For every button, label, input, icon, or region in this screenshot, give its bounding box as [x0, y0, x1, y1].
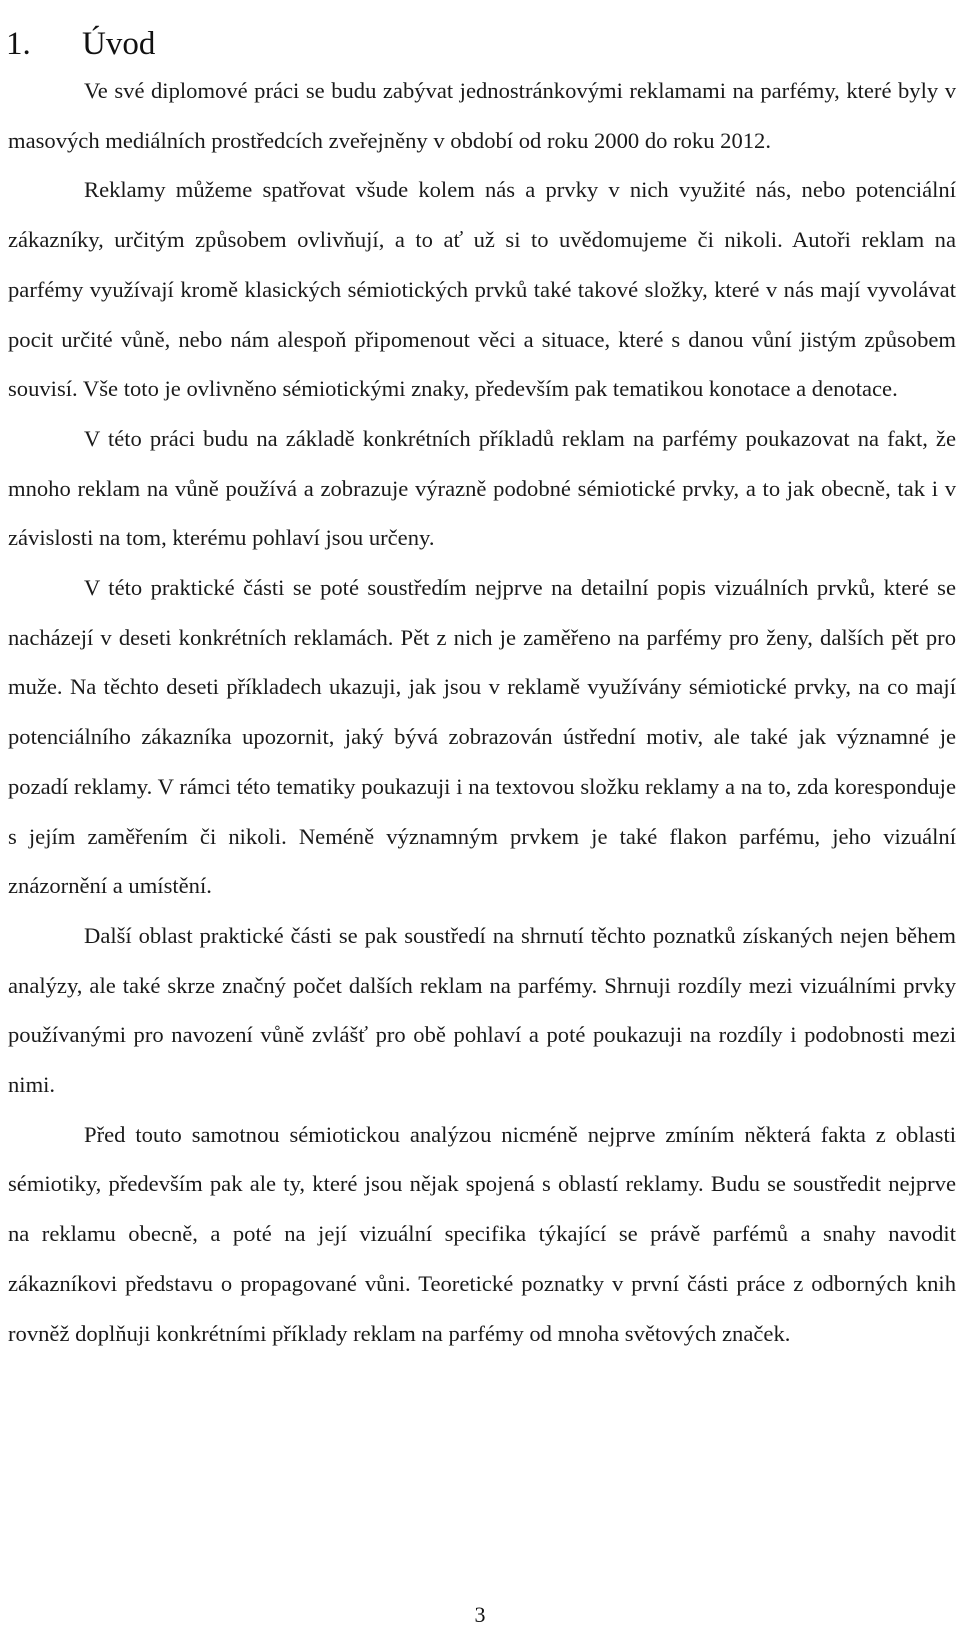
sentence: Před touto samotnou sémiotickou analýzou nicméně nejprve zmíním některá fakta z oblasti sémiotiky, především pak ale ty, které jsou nějak spojená s oblastí reklamy.: [8, 1121, 956, 1197]
chapter-heading: [6, 22, 155, 66]
sentence: Vše toto je ovlivněno sémiotickými znaky, především pak tematikou konotace a denotace.: [77, 376, 898, 402]
sentence: V této práci budu na základě konkrétních příkladů reklam na parfémy poukazovat na fakt, že mnoho reklam na vůně používá a zobrazuje výrazně podobné sémiotické prvky, a to jak obecně, tak i v závislosti na tom, kterému pohlaví jsou určeny.: [8, 425, 956, 551]
paragraph: [8, 911, 956, 1110]
sentence: Na těchto deseti příkladech ukazuji, jak jsou v reklamě využívány sémiotické prvky, na co mají potenciálního zákazníka upozornit, jaký bývá zobrazován ústřední motiv, ale také jak významné je pozadí reklamy.: [8, 674, 956, 799]
sentence: V rámci této tematiky poukazuji i na textovou složku reklamy a na to, zda koresponduje s jejím zaměřením či nikoli.: [8, 773, 956, 849]
sentence: Neméně významným prvkem je také flakon parfému, jeho vizuální znázornění a umístění.: [8, 823, 956, 899]
sentence: Ve své diplomové práci se budu zabývat jednostránkovými reklamami na parfémy, které byly v masových mediálních prostředcích zveřejněny v období od roku 2000 do roku 2012.: [8, 78, 956, 153]
sentence: V této praktické části se poté soustředím nejprve na detailní popis vizuálních prvků, které se nacházejí v deseti konkrétních reklamách.: [8, 575, 956, 650]
sentence: Teoretické poznatky v první části práce z odborných knih rovněž doplňuji konkrétními příklady reklam na parfémy od mnoha světových značek.: [8, 1270, 956, 1346]
paragraph: [8, 414, 956, 563]
body-text: [8, 66, 956, 1358]
sentence: Pět z nich je zaměřeno na parfémy pro ženy, dalších pět pro muže.: [8, 624, 956, 700]
sentence: Reklamy můžeme spatřovat všude kolem nás a prvky v nich využité nás, nebo potenciální zákazníky, určitým způsobem ovlivňují, a to ať už si to uvědomujeme či nikoli.: [8, 177, 956, 253]
paragraph: [8, 1110, 956, 1359]
paragraph: [8, 165, 956, 414]
sentence: Shrnuji rozdíly mezi vizuálními prvky používanými pro navození vůně zvlášť pro obě pohlaví a poté poukazuji na rozdíly i podobnosti mezi nimi.: [8, 972, 956, 1098]
chapter-number: 1.: [6, 25, 31, 62]
sentence: Další oblast praktické části se pak soustředí na shrnutí těchto poznatků získaných nejen během analýzy, ale také skrze značný počet dalších reklam na parfémy.: [8, 922, 956, 998]
page-number: 3: [474, 1602, 486, 1627]
paragraph: [8, 563, 956, 911]
sentence: Autoři reklam na parfémy využívají kromě klasických sémiotických prvků také takové složky, které v nás mají vyvolávat pocit určité vůně, nebo nám alespoň připomenout věci a situace, které s danou vůní jistým způsobem souvisí.: [8, 227, 956, 402]
chapter-title: Úvod: [82, 25, 156, 62]
sentence: Budu se soustředit nejprve na reklamu obecně, a poté na její vizuální specifika týkající se právě parfémů a snahy navodit zákazníkovi představu o propagované vůni.: [8, 1171, 957, 1296]
paragraph: [8, 66, 956, 165]
